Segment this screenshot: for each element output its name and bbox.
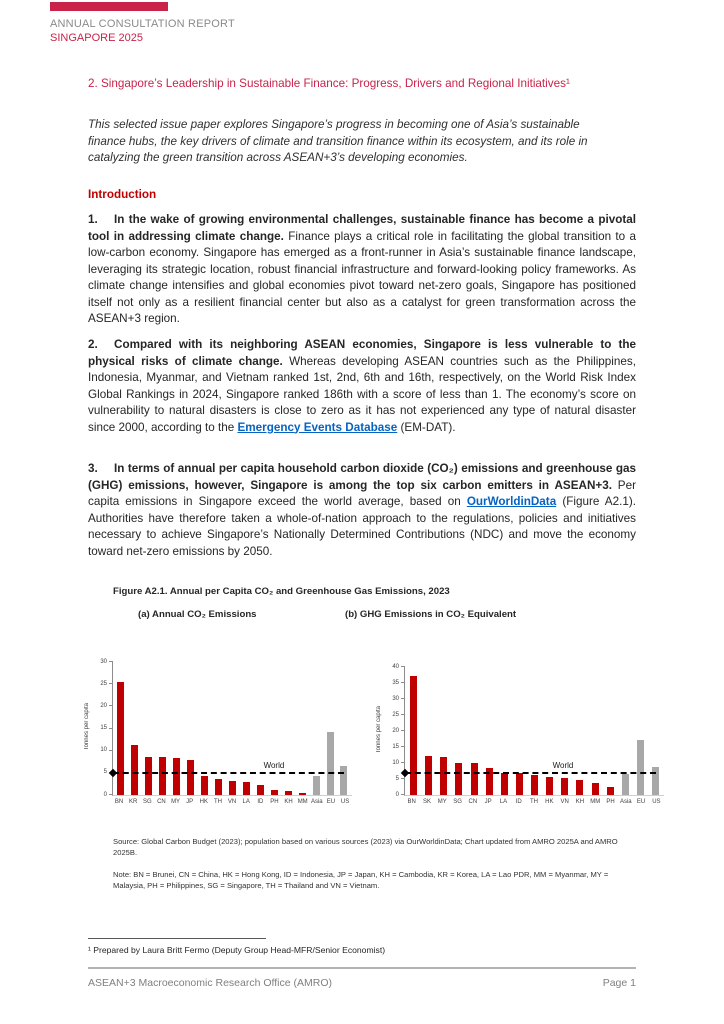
bar-sg bbox=[455, 763, 462, 795]
bar-slot bbox=[281, 791, 295, 795]
paragraph-body: Per capita emissions in Singapore exceed the world average, based on bbox=[88, 478, 636, 508]
figure-note: Note: BN = Brunei, CN = China, HK = Hong Kong, ID = Indonesia, JP = Japan, KH = Cambodia, KR = Korea, LA = Lao PDR, MM = Myanmar, MY = Malaysia, PH = Philippines, SG = Singapore, TH = Thailand and VN = Vietnam. bbox=[113, 870, 609, 890]
x-category-label: US bbox=[652, 799, 661, 805]
x-category-label: JP bbox=[186, 799, 194, 805]
y-tick-label: 0 bbox=[395, 791, 399, 798]
paragraph-number: 2. bbox=[88, 338, 98, 351]
world-line-label: World bbox=[263, 761, 285, 771]
bar-asia bbox=[622, 774, 629, 795]
bar-ph bbox=[607, 787, 614, 795]
page-footer bbox=[88, 977, 636, 989]
bar-mm bbox=[592, 783, 599, 795]
paragraph-3 bbox=[88, 461, 636, 560]
x-category-label: Asia bbox=[310, 799, 323, 805]
bar-slot bbox=[128, 745, 142, 795]
paragraph-2 bbox=[88, 337, 636, 436]
y-tick-label: 20 bbox=[392, 727, 399, 734]
y-tick-label: 15 bbox=[392, 743, 399, 750]
y-tick-label: 10 bbox=[392, 759, 399, 766]
ourworldindata-link[interactable]: OurWorldinData bbox=[466, 495, 557, 508]
bar-slot bbox=[421, 756, 436, 795]
bars-row bbox=[406, 667, 663, 795]
bar-bn bbox=[410, 676, 417, 795]
bar-slot bbox=[527, 775, 542, 795]
plot-area bbox=[392, 663, 664, 798]
x-category-label: CN bbox=[468, 799, 478, 805]
bar-slot bbox=[267, 790, 281, 795]
x-category-label: TH bbox=[213, 799, 222, 805]
bar-la bbox=[501, 773, 508, 795]
bar-slot bbox=[337, 766, 351, 795]
bar-slot bbox=[156, 757, 170, 795]
x-category-label: MY bbox=[437, 799, 447, 805]
bar-bn bbox=[117, 682, 124, 795]
paragraph-lead: In the wake of growing environmental challenges, sustainable finance has become a pivotal tool in addressing climate change. bbox=[88, 213, 636, 243]
bar-eu bbox=[327, 732, 334, 795]
bar-slot bbox=[406, 676, 421, 795]
y-tick-mark bbox=[109, 705, 113, 706]
paragraph-lead: In terms of annual per capita household carbon dioxide (CO₂) emissions and greenhouse gas (GHG) emissions, however, Singapore is among the top six carbon emitters in ASEAN+3. bbox=[88, 462, 636, 492]
bar-la bbox=[243, 782, 250, 795]
paragraph-lead: Compared with its neighboring ASEAN economies, Singapore is less vulnerable to the physical risks of climate change. bbox=[88, 338, 636, 368]
y-tick-label: 5 bbox=[395, 775, 399, 782]
y-tick-label: 30 bbox=[100, 658, 107, 665]
x-category-label: VN bbox=[560, 799, 569, 805]
y-tick-label: 25 bbox=[392, 711, 399, 718]
y-tick-label: 25 bbox=[100, 680, 107, 687]
bars-row bbox=[114, 662, 351, 795]
bar-kh bbox=[576, 780, 583, 795]
y-tick-label: 35 bbox=[392, 679, 399, 686]
paragraph-body: Finance plays a critical role in facilitating the global transition to a low-carbon economy. Singapore has emerged as a front-runner in Asia’s sustainable finance landscape, leveraging its strategic location, robust financial infrastructure and forward-looking policy frameworks. As climate change intensifies and global economies pivot toward net-zero goals, Singapore has positioned itself not only as a resilient financial center but also as a catalyst for green transformation across the ASEAN+3 region. bbox=[88, 229, 636, 325]
y-tick-mark bbox=[401, 666, 405, 667]
y-tick-label: 40 bbox=[392, 663, 399, 670]
y-tick-mark bbox=[109, 794, 113, 795]
chart-main bbox=[94, 658, 352, 806]
report-country-year: SINGAPORE 2025 bbox=[50, 32, 143, 44]
x-category-label: ID bbox=[515, 799, 522, 805]
bar-slot bbox=[114, 682, 128, 795]
paragraph-body-end: (EM-DAT). bbox=[397, 420, 456, 434]
bar-jp bbox=[187, 760, 194, 795]
bar-cn bbox=[159, 757, 166, 795]
bar-slot bbox=[603, 787, 618, 795]
bar-slot bbox=[253, 785, 267, 795]
bar-us bbox=[652, 767, 659, 795]
bar-vn bbox=[561, 778, 568, 795]
x-category-label: ID bbox=[257, 799, 264, 805]
figure-subtitle-a: (a) Annual CO₂ Emissions bbox=[138, 609, 257, 620]
x-category-label: KR bbox=[129, 799, 138, 805]
y-tick-mark bbox=[401, 714, 405, 715]
y-axis-title: Tonnes per capita bbox=[376, 705, 382, 754]
paragraph-number: 1. bbox=[88, 213, 98, 226]
bar-vn bbox=[229, 781, 236, 795]
y-tick-mark bbox=[401, 730, 405, 731]
bar-slot bbox=[512, 773, 527, 795]
bar-slot bbox=[618, 774, 633, 795]
bar-slot bbox=[542, 777, 557, 795]
emergency-events-database-link[interactable]: Emergency Events Database bbox=[237, 420, 398, 434]
bar-slot bbox=[170, 758, 184, 795]
paragraph-body-end: (Figure A2.1). Authorities have therefore taken a whole-of-nation approach to the regulations, policies and initiatives necessary to achieve Singapore’s Nationally Determined Contributions (NDC) and move the economy toward net-zero emissions by 2050. bbox=[88, 495, 636, 558]
y-tick-label: 15 bbox=[100, 725, 107, 731]
x-category-label: SK bbox=[422, 799, 431, 805]
chart-annual-co2-emissions bbox=[84, 658, 352, 806]
bar-slot bbox=[212, 779, 226, 795]
paragraph-body: Whereas developing ASEAN countries such as the Philippines, Indonesia, Myanmar, and Vietnam ranked 1st, 2nd, 6th and 16th, respectively, on the World Risk Index Global Rankings in 2024, Singapore ranked 186th with a score of less than 1. The economy’s score on vulnerability to natural disasters is close to zero as it has not experienced any type of natural disaster since 2000, according to the bbox=[88, 354, 636, 434]
bar-slot bbox=[198, 776, 212, 796]
bar-slot bbox=[142, 757, 156, 795]
x-category-label: CN bbox=[157, 799, 166, 805]
chart-ghg-co2-equivalent bbox=[376, 663, 664, 806]
figure-title: Figure A2.1. Annual per Capita CO₂ and Greenhouse Gas Emissions, 2023 bbox=[113, 586, 450, 597]
chart-main bbox=[386, 663, 664, 806]
x-category-label: EU bbox=[636, 799, 646, 805]
y-tick-mark bbox=[401, 778, 405, 779]
bar-kr bbox=[131, 745, 138, 795]
brand-bar bbox=[50, 2, 168, 11]
bar-slot bbox=[633, 740, 648, 795]
x-category-label: SG bbox=[453, 799, 462, 805]
x-category-label: MM bbox=[590, 799, 601, 805]
x-category-label: TH bbox=[530, 799, 539, 805]
page-header bbox=[50, 17, 235, 45]
plot-area bbox=[100, 658, 352, 798]
bar-slot bbox=[436, 757, 451, 795]
world-average-line bbox=[405, 772, 656, 774]
x-category-label: HK bbox=[199, 799, 208, 805]
bar-hk bbox=[546, 777, 553, 795]
x-category-label: KH bbox=[284, 799, 293, 805]
bar-mm bbox=[299, 793, 306, 795]
footer-page-number: Page 1 bbox=[602, 977, 636, 989]
bar-eu bbox=[637, 740, 644, 795]
bar-slot bbox=[648, 767, 663, 795]
x-category-label: LA bbox=[499, 799, 508, 805]
y-tick-mark bbox=[401, 698, 405, 699]
x-category-label: PH bbox=[270, 799, 279, 805]
footnote-divider bbox=[88, 938, 266, 939]
footer-divider bbox=[88, 967, 636, 969]
bar-sg bbox=[145, 757, 152, 795]
bar-us bbox=[340, 766, 347, 795]
y-tick-label: 0 bbox=[103, 791, 107, 798]
x-category-label: US bbox=[340, 799, 350, 805]
y-tick-mark bbox=[109, 661, 113, 662]
x-labels-row bbox=[404, 798, 664, 806]
bar-sk bbox=[425, 756, 432, 795]
section-title: 2. Singapore’s Leadership in Sustainable Finance: Progress, Drivers and Regional Initiatives¹ bbox=[88, 77, 570, 90]
abstract-text: This selected issue paper explores Singapore’s progress in becoming one of Asia’s sustainable finance hubs, the key drivers of climate and transition finance within its ecosystem, and its role in catalyzing the green transition across ASEAN+3’s developing economies. bbox=[88, 118, 588, 164]
bar-hk bbox=[201, 776, 208, 796]
bar-slot bbox=[467, 763, 482, 795]
chart-panel bbox=[84, 658, 352, 806]
figure-subtitle-b: (b) GHG Emissions in CO₂ Equivalent bbox=[345, 609, 517, 620]
x-category-label: BN bbox=[114, 799, 124, 805]
x-category-label: BN bbox=[407, 799, 416, 805]
bar-slot bbox=[557, 778, 572, 795]
y-tick-mark bbox=[109, 683, 113, 684]
paragraph-1 bbox=[88, 212, 636, 328]
x-category-label: VN bbox=[227, 799, 237, 805]
y-tick-label: 5 bbox=[103, 769, 107, 776]
report-name: ANNUAL CONSULTATION REPORT bbox=[50, 18, 235, 30]
x-category-label: PH bbox=[606, 799, 615, 805]
y-axis-title: Tonnes per capita bbox=[84, 703, 90, 751]
x-category-label: KH bbox=[575, 799, 585, 805]
world-line-label: World bbox=[552, 760, 574, 770]
bar-cn bbox=[471, 763, 478, 795]
bar-slot bbox=[451, 763, 466, 795]
bar-my bbox=[440, 757, 447, 795]
bar-slot bbox=[184, 760, 198, 795]
bar-th bbox=[531, 775, 538, 795]
x-category-label: MM bbox=[297, 799, 308, 805]
y-tick-mark bbox=[401, 794, 405, 795]
bar-slot bbox=[309, 776, 323, 795]
footer-org: ASEAN+3 Macroeconomic Research Office (AMRO) bbox=[88, 977, 333, 989]
x-category-label: SG bbox=[142, 799, 152, 805]
introduction-heading: Introduction bbox=[88, 188, 157, 201]
bar-asia bbox=[313, 776, 320, 795]
bar-slot bbox=[497, 773, 512, 795]
y-tick-mark bbox=[401, 682, 405, 683]
bar-slot bbox=[323, 732, 337, 795]
y-tick-mark bbox=[109, 728, 113, 729]
bar-ph bbox=[271, 790, 278, 795]
y-tick-label: 30 bbox=[392, 695, 399, 702]
y-tick-mark bbox=[401, 762, 405, 763]
paragraph-number: 3. bbox=[88, 462, 98, 475]
x-category-label: HK bbox=[545, 799, 554, 805]
y-tick-label: 10 bbox=[100, 747, 107, 754]
x-labels-row bbox=[112, 798, 352, 806]
y-tick-label: 20 bbox=[100, 702, 107, 709]
x-category-label: MY bbox=[171, 799, 181, 805]
bar-id bbox=[257, 785, 264, 795]
bar-th bbox=[215, 779, 222, 795]
footnote-text: ¹ Prepared by Laura Britt Fermo (Deputy Group Head-MFR/Senior Economist) bbox=[88, 945, 386, 955]
bar-slot bbox=[295, 793, 309, 795]
world-average-line bbox=[113, 772, 344, 774]
bar-id bbox=[516, 773, 523, 795]
y-tick-mark bbox=[401, 746, 405, 747]
bar-kh bbox=[285, 791, 292, 795]
bar-slot bbox=[239, 782, 253, 795]
x-category-label: JP bbox=[484, 799, 492, 805]
figure-charts bbox=[84, 644, 672, 806]
bar-slot bbox=[572, 780, 587, 795]
x-category-label: EU bbox=[326, 799, 336, 805]
bar-my bbox=[173, 758, 180, 795]
chart-panel bbox=[376, 663, 664, 806]
figure-source: Source: Global Carbon Budget (2023); population based on various sources (2023) via OurWorldinData; Chart updated from AMRO 2025A and AMRO 2025B. bbox=[113, 837, 618, 857]
x-category-label: LA bbox=[242, 799, 250, 805]
bar-slot bbox=[588, 783, 603, 795]
x-category-label: Asia bbox=[619, 799, 632, 805]
y-tick-mark bbox=[109, 750, 113, 751]
bar-slot bbox=[226, 781, 240, 795]
